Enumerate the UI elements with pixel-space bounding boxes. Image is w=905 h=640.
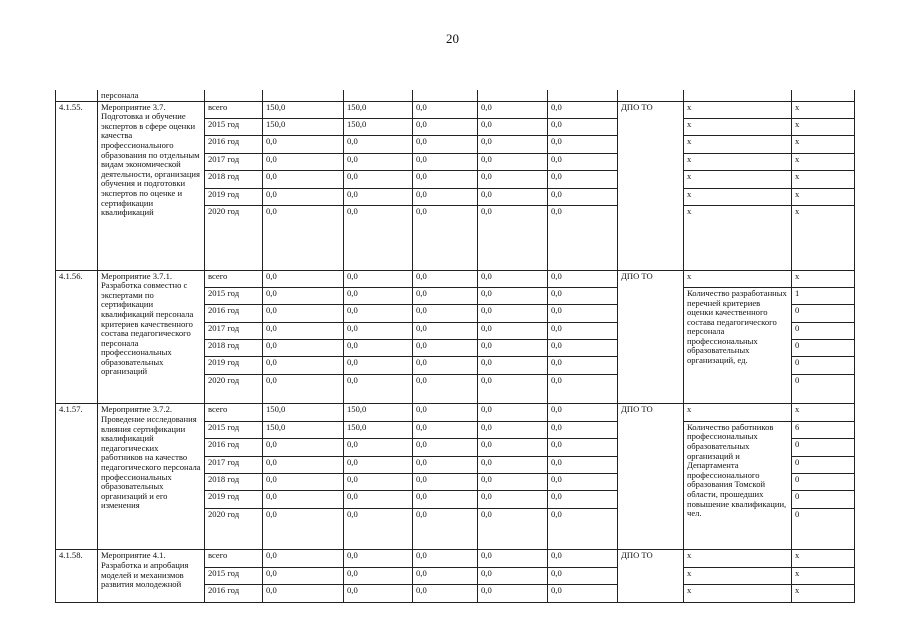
cell-period: 2015 год	[205, 421, 263, 438]
cell-loc: 0,0	[478, 585, 548, 602]
cell-total: 150,0	[263, 404, 344, 421]
cell-fed: 0,0	[344, 340, 413, 357]
indicator-value: х	[792, 101, 855, 118]
cell-period: 2018 год	[205, 474, 263, 491]
cell-fed: 0,0	[344, 287, 413, 304]
cell-period: 2017 год	[205, 322, 263, 339]
cell-extra: 0,0	[548, 585, 618, 602]
cell-loc: 0,0	[478, 101, 548, 118]
cell-total: 0,0	[263, 287, 344, 304]
cell-extra: 0,0	[548, 136, 618, 153]
cell-fed: 0,0	[344, 567, 413, 584]
activity-name: Мероприятие 3.7. Подготовка и обучение экспертов в сфере оценки качества профессионального образования по отдельным видам экономической деятельности, организация обучения и подготовки экспертов по оценке и сертификации квалификаций	[98, 101, 205, 270]
indicator-value: 0	[792, 305, 855, 322]
cell-fed: 0,0	[344, 585, 413, 602]
cell-extra: 0,0	[548, 340, 618, 357]
cell-reg: 0,0	[413, 567, 478, 584]
cell-period: 2016 год	[205, 439, 263, 456]
indicator-name: х	[684, 188, 792, 205]
indicator-name: х	[684, 585, 792, 602]
cell-loc: 0,0	[478, 357, 548, 374]
continuation-text: персонала	[98, 90, 205, 101]
table-row	[56, 101, 855, 118]
indicator-value: х	[792, 270, 855, 287]
cell-fed: 150,0	[344, 404, 413, 421]
cell-loc: 0,0	[478, 550, 548, 567]
cell-period: 2018 год	[205, 171, 263, 188]
activity-name: Мероприятие 4.1. Разработка и апробация моделей и механизмов развития молодежной	[98, 550, 205, 602]
indicator-name: х	[684, 550, 792, 567]
cell-reg: 0,0	[413, 404, 478, 421]
cell-extra: 0,0	[548, 439, 618, 456]
cell-extra: 0,0	[548, 205, 618, 270]
cell-period: 2020 год	[205, 508, 263, 550]
cell-loc: 0,0	[478, 421, 548, 438]
cell-reg: 0,0	[413, 153, 478, 170]
activity-name: Мероприятие 3.7.2. Проведение исследования влияния сертификации квалификаций педагогических работников на качество педагогического персонала профессиональных образовательных организаций и его изменения	[98, 404, 205, 550]
cell-total: 0,0	[263, 322, 344, 339]
cell-loc: 0,0	[478, 374, 548, 404]
cell-loc: 0,0	[478, 118, 548, 135]
cell-extra: 0,0	[548, 404, 618, 421]
cell-loc: 0,0	[478, 188, 548, 205]
cell-total: 0,0	[263, 508, 344, 550]
indicator-name: х	[684, 153, 792, 170]
cell-total: 0,0	[263, 305, 344, 322]
cell-loc: 0,0	[478, 171, 548, 188]
activity-code: 4.1.58.	[56, 550, 98, 602]
cell-extra: 0,0	[548, 456, 618, 473]
cell-loc: 0,0	[478, 439, 548, 456]
cell-loc: 0,0	[478, 508, 548, 550]
cell-total: 0,0	[263, 171, 344, 188]
cell-reg: 0,0	[413, 439, 478, 456]
continuation-row	[56, 90, 855, 101]
cell-extra: 0,0	[548, 491, 618, 508]
cell-period: 2016 год	[205, 136, 263, 153]
indicator-name: х	[684, 404, 792, 421]
cell-extra: 0,0	[548, 474, 618, 491]
cell-reg: 0,0	[413, 287, 478, 304]
indicator-value: х	[792, 188, 855, 205]
cell-extra: 0,0	[548, 270, 618, 287]
cell-total: 0,0	[263, 153, 344, 170]
indicator-value: 0	[792, 340, 855, 357]
cell-reg: 0,0	[413, 305, 478, 322]
cell-fed: 0,0	[344, 171, 413, 188]
cell-loc: 0,0	[478, 205, 548, 270]
cell-loc: 0,0	[478, 287, 548, 304]
indicator-value: 0	[792, 374, 855, 404]
cell-total: 0,0	[263, 270, 344, 287]
cell-reg: 0,0	[413, 550, 478, 567]
executor: ДПО ТО	[618, 550, 684, 602]
cell-loc: 0,0	[478, 474, 548, 491]
cell-reg: 0,0	[413, 456, 478, 473]
cell-extra: 0,0	[548, 374, 618, 404]
indicator-name: х	[684, 205, 792, 270]
cell-period: 2016 год	[205, 585, 263, 602]
cell-total: 0,0	[263, 567, 344, 584]
cell-total: 0,0	[263, 357, 344, 374]
cell-extra: 0,0	[548, 153, 618, 170]
cell-extra: 0,0	[548, 118, 618, 135]
cell-extra: 0,0	[548, 171, 618, 188]
cell-total: 0,0	[263, 474, 344, 491]
cell-total: 150,0	[263, 118, 344, 135]
cell-reg: 0,0	[413, 101, 478, 118]
cell-reg: 0,0	[413, 118, 478, 135]
indicator-name: Количество работников профессиональных образовательных организаций и Департамента профессионального образования Томской области, прошедших повышение квалификации, чел.	[684, 421, 792, 550]
indicator-value: х	[792, 404, 855, 421]
cell-reg: 0,0	[413, 188, 478, 205]
indicator-value: 6	[792, 421, 855, 438]
page-number: 20	[446, 31, 459, 46]
cell-period: 2015 год	[205, 287, 263, 304]
cell-reg: 0,0	[413, 491, 478, 508]
cell-period: 2019 год	[205, 491, 263, 508]
cell-reg: 0,0	[413, 205, 478, 270]
cell-fed: 0,0	[344, 357, 413, 374]
indicator-value: 1	[792, 287, 855, 304]
cell-loc: 0,0	[478, 456, 548, 473]
cell-fed: 0,0	[344, 491, 413, 508]
cell-reg: 0,0	[413, 585, 478, 602]
cell-total: 150,0	[263, 101, 344, 118]
cell-loc: 0,0	[478, 404, 548, 421]
cell-period: 2019 год	[205, 188, 263, 205]
cell-extra: 0,0	[548, 322, 618, 339]
indicator-value: 0	[792, 508, 855, 550]
cell-loc: 0,0	[478, 567, 548, 584]
cell-reg: 0,0	[413, 171, 478, 188]
indicator-name: х	[684, 567, 792, 584]
executor: ДПО ТО	[618, 270, 684, 404]
cell-reg: 0,0	[413, 340, 478, 357]
cell-total: 0,0	[263, 374, 344, 404]
cell-fed: 150,0	[344, 118, 413, 135]
indicator-value: 0	[792, 491, 855, 508]
cell-extra: 0,0	[548, 508, 618, 550]
cell-extra: 0,0	[548, 357, 618, 374]
cell-period: 2018 год	[205, 340, 263, 357]
cell-fed: 0,0	[344, 508, 413, 550]
cell-total: 0,0	[263, 205, 344, 270]
indicator-name: х	[684, 270, 792, 287]
cell-fed: 0,0	[344, 136, 413, 153]
indicator-value: х	[792, 205, 855, 270]
cell-fed: 0,0	[344, 153, 413, 170]
cell-period: 2017 год	[205, 153, 263, 170]
cell-total: 0,0	[263, 585, 344, 602]
indicator-name: х	[684, 101, 792, 118]
executor: ДПО ТО	[618, 404, 684, 550]
cell-total: 0,0	[263, 439, 344, 456]
indicator-value: 0	[792, 456, 855, 473]
cell-fed: 150,0	[344, 101, 413, 118]
cell-loc: 0,0	[478, 305, 548, 322]
cell-total: 0,0	[263, 491, 344, 508]
cell-fed: 0,0	[344, 322, 413, 339]
cell-loc: 0,0	[478, 491, 548, 508]
cell-fed: 0,0	[344, 456, 413, 473]
table-body	[56, 90, 855, 602]
cell-reg: 0,0	[413, 474, 478, 491]
cell-reg: 0,0	[413, 136, 478, 153]
cell-period: всего	[205, 550, 263, 567]
cell-total: 150,0	[263, 421, 344, 438]
cell-total: 0,0	[263, 340, 344, 357]
indicator-value: 0	[792, 439, 855, 456]
cell-total: 0,0	[263, 456, 344, 473]
cell-period: 2015 год	[205, 118, 263, 135]
cell-loc: 0,0	[478, 322, 548, 339]
cell-period: 2020 год	[205, 374, 263, 404]
indicator-value: х	[792, 171, 855, 188]
cell-total: 0,0	[263, 550, 344, 567]
indicator-value: х	[792, 567, 855, 584]
cell-loc: 0,0	[478, 153, 548, 170]
indicator-name: х	[684, 136, 792, 153]
cell-fed: 0,0	[344, 188, 413, 205]
cell-fed: 0,0	[344, 270, 413, 287]
cell-fed: 0,0	[344, 205, 413, 270]
cell-period: всего	[205, 101, 263, 118]
indicator-value: х	[792, 136, 855, 153]
activity-code: 4.1.57.	[56, 404, 98, 550]
cell-loc: 0,0	[478, 270, 548, 287]
cell-extra: 0,0	[548, 421, 618, 438]
cell-fed: 0,0	[344, 550, 413, 567]
indicator-value: 0	[792, 474, 855, 491]
cell-loc: 0,0	[478, 136, 548, 153]
cell-extra: 0,0	[548, 188, 618, 205]
cell-reg: 0,0	[413, 374, 478, 404]
indicator-name: х	[684, 171, 792, 188]
cell-period: всего	[205, 270, 263, 287]
cell-period: 2019 год	[205, 357, 263, 374]
cell-extra: 0,0	[548, 305, 618, 322]
cell-fed: 0,0	[344, 439, 413, 456]
cell-reg: 0,0	[413, 322, 478, 339]
indicator-value: х	[792, 153, 855, 170]
table-row	[56, 550, 855, 567]
cell-reg: 0,0	[413, 270, 478, 287]
indicator-value: х	[792, 550, 855, 567]
cell-period: 2017 год	[205, 456, 263, 473]
cell-reg: 0,0	[413, 421, 478, 438]
cell-period: 2016 год	[205, 305, 263, 322]
table-row	[56, 270, 855, 287]
activity-code: 4.1.56.	[56, 270, 98, 404]
cell-extra: 0,0	[548, 287, 618, 304]
cell-period: 2020 год	[205, 205, 263, 270]
cell-period: 2015 год	[205, 567, 263, 584]
cell-total: 0,0	[263, 136, 344, 153]
indicator-value: х	[792, 118, 855, 135]
cell-reg: 0,0	[413, 357, 478, 374]
indicator-name: Количество разработанных перечней критериев оценки качественного состава педагогического персонала профессиональных образовательных организаций, ед.	[684, 287, 792, 404]
cell-extra: 0,0	[548, 567, 618, 584]
indicator-value: 0	[792, 357, 855, 374]
cell-extra: 0,0	[548, 101, 618, 118]
cell-total: 0,0	[263, 188, 344, 205]
cell-reg: 0,0	[413, 508, 478, 550]
cell-fed: 0,0	[344, 305, 413, 322]
indicator-value: х	[792, 585, 855, 602]
activity-name: Мероприятие 3.7.1. Разработка совместно с экспертами по сертификации квалификаций персонала критериев качественного состава педагогического персонала профессиональных образовательных организаций	[98, 270, 205, 404]
table-row	[56, 404, 855, 421]
cell-extra: 0,0	[548, 550, 618, 567]
activity-code: 4.1.55.	[56, 101, 98, 270]
indicator-value: 0	[792, 322, 855, 339]
cell-fed: 0,0	[344, 374, 413, 404]
cell-loc: 0,0	[478, 340, 548, 357]
program-activities-table	[55, 90, 855, 603]
cell-fed: 150,0	[344, 421, 413, 438]
executor: ДПО ТО	[618, 101, 684, 270]
cell-fed: 0,0	[344, 474, 413, 491]
indicator-name: х	[684, 118, 792, 135]
cell-period: всего	[205, 404, 263, 421]
